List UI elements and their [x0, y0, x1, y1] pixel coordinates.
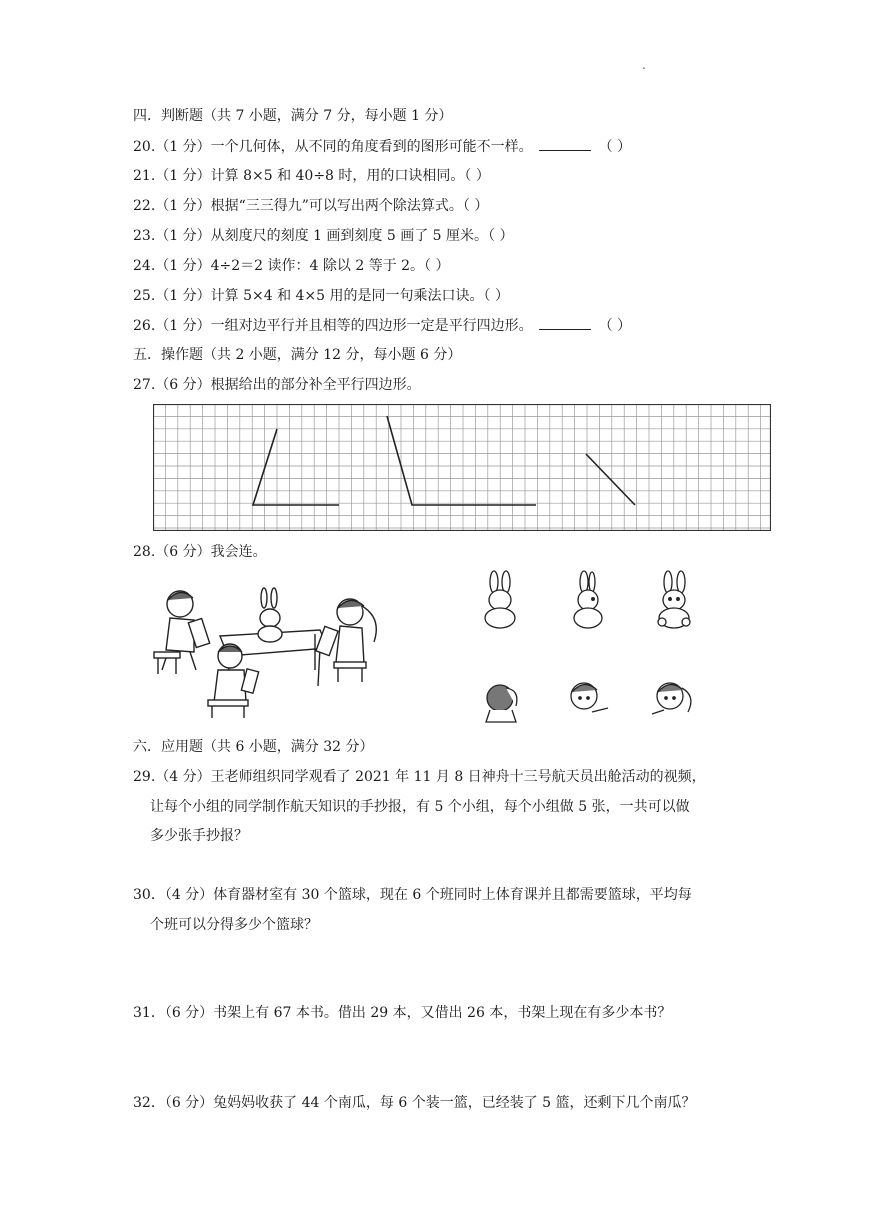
question-20-text: 20.（1 分）一个几何体，从不同的角度看到的图形可能不一样。: [133, 139, 533, 155]
shape-1-partial-parallelogram: [253, 429, 339, 505]
question-31: 31．（6 分）书架上有 67 本书。借出 29 本，又借出 26 本，书架上现在有多少本书？: [133, 1005, 672, 1021]
section-4-title: 四．判断题（共 7 小题，满分 7 分，每小题 1 分）: [133, 108, 453, 124]
square-grid: [153, 404, 771, 531]
question-29-line-3: 多少张手抄报？: [150, 828, 248, 844]
question-29-line-1: 29.（4 分）王老师组织同学观看了 2021 年 11 月 8 日神舟十三号航天员出舱活动的视频，: [133, 769, 706, 785]
rabbit-front-view-icon: [650, 570, 700, 630]
answer-blank[interactable]: [539, 315, 591, 330]
boy-face-view-icon: [562, 674, 612, 724]
girl-back-view-icon: [476, 676, 526, 726]
answer-blank[interactable]: [539, 136, 591, 151]
question-28: 28.（6 分）我会连。: [133, 544, 267, 560]
question-30-line-2: 个班可以分得多少个篮球？: [150, 917, 318, 933]
question-20: [133, 136, 631, 157]
question-22: 22.（1 分）根据“三三得九”可以写出两个除法算式。（ ）: [133, 198, 489, 214]
question-24: 24.（1 分）4÷2＝2 读作：4 除以 2 等于 2。（ ）: [133, 258, 450, 274]
question-23: 23.（1 分）从刻度尺的刻度 1 画到刻度 5 画了 5 厘米。（ ）: [133, 228, 514, 244]
answer-paren: （ ）: [598, 139, 632, 155]
question-21: 21.（1 分）计算 8×5 和 40÷8 时，用的口诀相同。（ ）: [133, 168, 490, 184]
question-32: 32．（6 分）兔妈妈收获了 44 个南瓜，每 6 个装一篮，已经装了 5 篮，还剩下几个南瓜？: [133, 1095, 696, 1111]
grid-border: [154, 405, 771, 531]
question-26-text: 26.（1 分）一组对边平行并且相等的四边形一定是平行四边形。: [133, 318, 533, 334]
girl-face-view-icon: [648, 674, 698, 724]
shape-2-partial-parallelogram: [387, 416, 536, 505]
rabbit-back-view-icon: [476, 570, 526, 630]
rabbit-side-view-icon: [564, 570, 614, 630]
question-29-line-2: 让每个小组的同学制作航天知识的手抄报，有 5 个小组，每个小组做 5 张，一共可以做: [150, 799, 690, 815]
question-30-line-1: 30．（4 分）体育器材室有 30 个篮球，现在 6 个班同时上体育课并且都需要篮球，平均每: [133, 887, 692, 903]
question-26: [133, 315, 631, 336]
page-mark: .: [642, 58, 646, 72]
section-5-title: 五．操作题（共 2 小题，满分 12 分，每小题 6 分）: [133, 347, 462, 363]
question-25: 25.（1 分）计算 5×4 和 4×5 用的是同一句乘法口诀。（ ）: [133, 288, 509, 304]
shape-3-partial-parallelogram: [586, 454, 635, 505]
section-6-title: 六．应用题（共 6 小题，满分 32 分）: [133, 739, 374, 755]
answer-paren: （ ）: [598, 318, 632, 334]
drawing-scene-illustration: [150, 578, 395, 718]
question-27: 27.（6 分）根据给出的部分补全平行四边形。: [133, 377, 421, 393]
